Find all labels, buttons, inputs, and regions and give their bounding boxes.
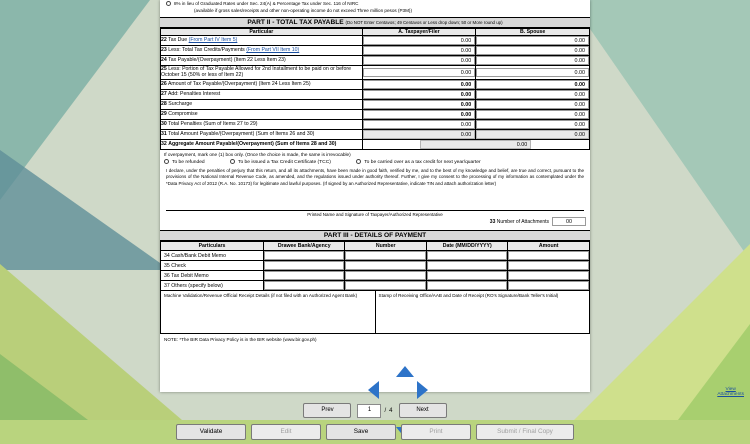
signature-caption: Printed Name and Signature of Taxpayer/Authorized Representative xyxy=(307,212,443,218)
row30-label: Total Penalties (Sum of Items 27 to 29) xyxy=(168,121,258,128)
table-row xyxy=(161,79,590,89)
row22-taxpayer-input[interactable]: 0.00 xyxy=(363,36,476,45)
row28-num: 28 xyxy=(161,101,167,108)
page-navigation xyxy=(0,403,750,418)
option-carryover-label: To be carried over as a tax credit for next year/quarter xyxy=(364,159,481,165)
p3-col-particulars: Particulars xyxy=(161,242,264,251)
row31-num: 31 xyxy=(161,131,167,138)
table-row xyxy=(161,119,590,129)
attachments-count-row xyxy=(160,217,590,228)
row23-label: Less: Total Tax Credits/Payments xyxy=(168,47,247,54)
row30-taxpayer-input[interactable]: 0.00 xyxy=(363,120,476,129)
row25-num: 25 xyxy=(161,65,167,72)
p3-col-number: Number xyxy=(345,242,427,251)
aggregate-row xyxy=(161,139,590,149)
row35-date-input[interactable] xyxy=(427,261,508,270)
row24-taxpayer-input[interactable]: 0.00 xyxy=(363,56,476,65)
row26-num: 26 xyxy=(161,81,167,88)
row25-taxpayer-input[interactable]: 0.00 xyxy=(363,68,476,77)
row26-spouse-input[interactable]: 0.00 xyxy=(476,80,589,89)
signature-input[interactable] xyxy=(166,189,584,211)
row27-num: 27 xyxy=(161,91,167,98)
row25-spouse-input[interactable]: 0.00 xyxy=(476,68,589,77)
attachments-label: Number of Attachments xyxy=(496,218,549,225)
total-pages: 4 xyxy=(389,407,393,414)
top-notes xyxy=(160,0,590,15)
row22-spouse-input[interactable]: 0.00 xyxy=(476,36,589,45)
row37-number-input[interactable] xyxy=(345,281,426,290)
row22-label: Tax Due xyxy=(168,37,189,44)
row23-spouse-input[interactable]: 0.00 xyxy=(476,46,589,55)
row29-label: Compromise xyxy=(168,111,198,118)
row36-date-input[interactable] xyxy=(427,271,508,280)
part3-header xyxy=(160,230,590,241)
table-row xyxy=(161,65,590,79)
p3-col-amount: Amount xyxy=(508,242,590,251)
view-attachments-link[interactable] xyxy=(717,387,744,399)
row36-bank-input[interactable] xyxy=(264,271,345,280)
row32-label: Aggregate Amount Payable/(Overpayment) (Sum of Items 28 and 30) xyxy=(168,141,337,148)
table-row xyxy=(161,251,590,261)
p3-col-bank: Drawee Bank/Agency xyxy=(263,242,345,251)
page-separator: / xyxy=(384,407,387,414)
row34-label: Cash/Bank Debit Memo xyxy=(171,252,227,259)
row36-number-input[interactable] xyxy=(345,271,426,280)
row23-taxpayer-input[interactable]: 0.00 xyxy=(363,46,476,55)
arrow-up-icon xyxy=(396,366,414,377)
row24-num: 24 xyxy=(161,57,167,64)
table-row xyxy=(161,129,590,139)
row23-num: 23 xyxy=(161,47,167,54)
table-row xyxy=(161,281,590,291)
table-row xyxy=(161,99,590,109)
p3-col-date: Date (MM/DD/YYYY) xyxy=(426,242,508,251)
attachments-num: 33 xyxy=(489,218,496,225)
overpayment-note: If overpayment, mark one (1) box only. (Once the choice is made, the same is irrevocable) xyxy=(164,151,351,157)
overpayment-options xyxy=(160,158,590,166)
row31-label: Total Amount Payable/(Overpayment) (Sum of Items 26 and 30) xyxy=(168,131,315,138)
row36-amount-input[interactable] xyxy=(508,271,589,280)
attachments-input[interactable]: 00 xyxy=(552,217,586,226)
col-spouse: B. Spouse xyxy=(476,28,590,35)
signature-block xyxy=(166,189,584,217)
next-button[interactable]: Next xyxy=(399,403,447,418)
row37-amount-input[interactable] xyxy=(508,281,589,290)
part3-table xyxy=(160,241,590,291)
view-attachments-line1: View xyxy=(725,386,736,392)
part2-header xyxy=(160,17,590,28)
action-button-bar xyxy=(0,424,750,440)
row23-link[interactable]: (From Part VII Item 10) xyxy=(246,47,300,54)
col-particular: Particular xyxy=(161,28,363,35)
row26-label: Amount of Tax Payable/(Overpayment) (Item 24 Less Item 25) xyxy=(167,81,311,88)
machine-validation-box: Machine Validation/Revenue Official Receipt Details (if not filed with an Authorized Agent Bank) xyxy=(164,293,358,299)
part3-title: PART III - DETAILS OF PAYMENT xyxy=(323,232,427,240)
row24-spouse-input[interactable]: 0.00 xyxy=(476,56,589,65)
row34-amount-input[interactable] xyxy=(508,251,589,260)
row36-num: 36 xyxy=(164,272,170,279)
row22-link[interactable]: (From Part IV Item 5) xyxy=(188,37,238,44)
row32-num: 32 xyxy=(161,141,167,148)
tax-form-document xyxy=(160,0,590,392)
row35-num: 35 xyxy=(164,262,170,269)
row31-taxpayer-input[interactable]: 0.00 xyxy=(363,130,476,139)
table-row xyxy=(161,45,590,55)
signature-row xyxy=(160,189,590,217)
prev-button[interactable]: Prev xyxy=(303,403,351,418)
radio-tcc-icon[interactable] xyxy=(230,159,235,164)
row34-num: 34 xyxy=(164,252,170,259)
top-note-line1: 8% in lieu of Graduated Rates under Sec. 24(A) & Percentage Tax under Sec. 116 of NIRC xyxy=(174,1,359,6)
row34-date-input[interactable] xyxy=(427,251,508,260)
option-tcc-label: To be issued a Tax Credit Certificate (TCC) xyxy=(238,159,331,165)
row36-label: Tax Debit Memo xyxy=(171,272,209,279)
row30-num: 30 xyxy=(161,121,167,128)
submit-final-copy-button[interactable]: Submit / Final Copy xyxy=(476,424,574,440)
save-button[interactable]: Save xyxy=(326,424,396,440)
privacy-note: NOTE: *The BIR Data Privacy Policy is in the BIR website (www.bir.gov.ph) xyxy=(164,337,317,343)
top-note-line2: (available if gross sales/receipts and other non-operating income do not exceed Three million pesos (P3M)) xyxy=(194,7,412,13)
row27-taxpayer-input[interactable]: 0.00 xyxy=(363,90,476,99)
page-indicator xyxy=(357,404,392,418)
wallpaper-shape-5 xyxy=(570,0,750,260)
validate-button[interactable]: Validate xyxy=(176,424,246,440)
row27-spouse-input[interactable]: 0.00 xyxy=(476,90,589,99)
row29-taxpayer-input[interactable]: 0.00 xyxy=(363,110,476,119)
row37-num: 37 xyxy=(164,282,170,289)
arrow-left-icon xyxy=(368,381,379,399)
row32-aggregate-input[interactable]: 0.00 xyxy=(420,140,531,149)
radio-refund-icon[interactable] xyxy=(164,159,169,164)
part3-column-headers xyxy=(161,242,590,251)
row29-num: 29 xyxy=(161,111,167,118)
col-taxpayer: A. Taxpayer/Filer xyxy=(362,28,476,35)
row34-number-input[interactable] xyxy=(345,251,426,260)
row28-spouse-input[interactable]: 0.00 xyxy=(476,100,589,109)
row28-label: Surcharge xyxy=(168,101,193,108)
page-number-input[interactable]: 1 xyxy=(357,404,381,418)
row30-spouse-input[interactable]: 0.00 xyxy=(476,120,589,129)
part2-table xyxy=(160,28,590,150)
row26-taxpayer-input[interactable]: 0.00 xyxy=(363,80,476,89)
row24-label: Tax Payable/(Overpayment) (Item 22 Less Item 23) xyxy=(168,57,286,64)
table-row xyxy=(161,89,590,99)
part2-column-headers xyxy=(161,28,590,35)
stamp-box: Stamp of Receiving Office/AAB and Date of Receipt (RO's Signature/Bank Teller's Initial) xyxy=(375,291,590,333)
row28-taxpayer-input[interactable]: 0.00 xyxy=(363,100,476,109)
row37-label: Others (specify below) xyxy=(171,282,223,289)
table-row xyxy=(161,261,590,271)
radio-8percent-icon[interactable] xyxy=(166,1,171,6)
row34-bank-input[interactable] xyxy=(264,251,345,260)
row25-label: Less: Portion of Tax Payable Allowed for 2nd Installment to be paid on or before October 15 (50% or less of Item 22) xyxy=(161,65,351,79)
edit-button[interactable]: Edit xyxy=(251,424,321,440)
part2-title: PART II - TOTAL TAX PAYABLE xyxy=(247,18,344,26)
print-button[interactable]: Print xyxy=(401,424,471,440)
radio-carryover-icon[interactable] xyxy=(356,159,361,164)
receipt-boxes xyxy=(160,291,590,334)
table-row xyxy=(161,35,590,45)
row31-spouse-input[interactable]: 0.00 xyxy=(476,130,589,139)
row22-num: 22 xyxy=(161,37,167,44)
arrow-right-icon xyxy=(417,381,428,399)
row37-bank-input[interactable] xyxy=(264,281,345,290)
row37-date-input[interactable] xyxy=(427,281,508,290)
row29-spouse-input[interactable]: 0.00 xyxy=(476,110,589,119)
table-row xyxy=(161,271,590,281)
view-attachments-line2: Attachments xyxy=(717,392,744,398)
part2-subtitle: (Do NOT Enter Centavos; 49 Centavos or Less drop down; 50 or More round up) xyxy=(345,19,503,25)
declaration-text: I declare, under the penalties of perjury that this return, and all its attachments, have been made in good faith, verified by me, and to the best of my knowledge and belief, are true and correct, pursuant to the provisions of the National Internal Revenue Code, as amended, and the regulations issued under authority thereof. Further, I give my consent to the processing of my information as contemplated under the *Data Privacy Act of 2012 (R.A. No. 10173) for legitimate and lawful purposes. (If signed by an Authorized Representative, indicate TIN and attach authorization letter) xyxy=(166,167,584,186)
wallpaper-shape-2 xyxy=(0,150,170,270)
row27-label: Add: Penalties Interest xyxy=(167,91,221,98)
table-row xyxy=(161,55,590,65)
row35-label: Check xyxy=(171,262,186,269)
table-row xyxy=(161,109,590,119)
option-refund-label: To be refunded xyxy=(172,159,205,165)
row35-number-input[interactable] xyxy=(345,261,426,270)
row35-amount-input[interactable] xyxy=(508,261,589,270)
row35-bank-input[interactable] xyxy=(264,261,345,270)
